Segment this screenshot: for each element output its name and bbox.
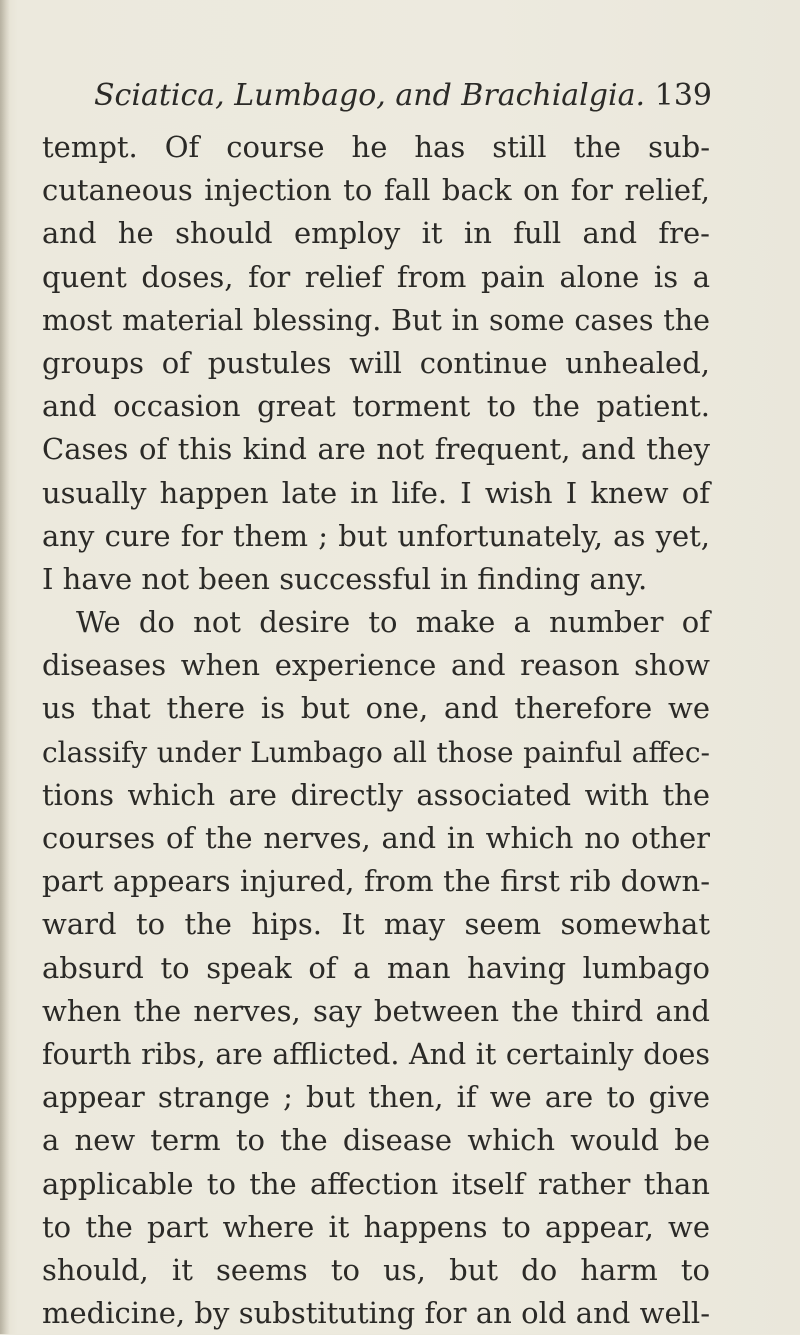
text-line: cutaneous injection to fall back on for relief,	[42, 173, 710, 208]
text-line: and occasion great torment to the patient.	[42, 389, 710, 424]
text-line: when the nerves, say between the third and	[42, 993, 710, 1028]
text-line: to the part where it happens to appear, we	[42, 1209, 710, 1244]
text-line: and he should employ it in full and fre-	[42, 216, 710, 251]
text-line: classify under Lumbago all those painful affec-	[42, 735, 710, 769]
text-line: groups of pustules will continue unhealed,	[42, 345, 710, 380]
text-line: any cure for them ; but unfortunately, as yet,	[42, 518, 710, 553]
body-text	[42, 126, 710, 1335]
text-line: courses of the nerves, and in which no other	[42, 821, 710, 855]
text-line: most material blessing. But in some cases the	[42, 303, 710, 337]
page-number: 139	[654, 78, 712, 113]
binding-shadow	[0, 0, 10, 1334]
text-line: applicable to the affection itself rather than	[42, 1166, 710, 1201]
text-line: medicine, by substituting for an old and well-	[42, 1296, 710, 1331]
running-head-title: Sciatica, Lumbago, and Brachialgia.	[94, 78, 646, 113]
text-line: absurd to speak of a man having lumbago	[42, 950, 710, 985]
text-line: part appears injured, from the first rib down-	[42, 864, 710, 899]
text-line: ward to the hips. It may seem somewhat	[42, 907, 710, 942]
text-line: Cases of this kind are not frequent, and they	[42, 432, 710, 467]
running-head	[94, 78, 712, 122]
text-line: a new term to the disease which would be	[42, 1123, 710, 1158]
text-line: us that there is but one, and therefore we	[42, 691, 710, 726]
text-line: We do not desire to make a number of	[76, 605, 710, 640]
text-line: usually happen late in life. I wish I knew of	[42, 475, 710, 510]
text-line: quent doses, for relief from pain alone is a	[42, 259, 710, 294]
text-line: tempt. Of course he has still the sub-	[42, 130, 710, 164]
text-line: tions which are directly associated with the	[42, 777, 710, 812]
text-line: diseases when experience and reason show	[42, 648, 710, 683]
text-line: appear strange ; but then, if we are to give	[42, 1080, 710, 1115]
text-line: should, it seems to us, but do harm to	[42, 1252, 710, 1287]
text-line: fourth ribs, are afflicted. And it certainly does	[42, 1037, 710, 1071]
text-line: I have not been successful in finding any.	[42, 561, 648, 596]
